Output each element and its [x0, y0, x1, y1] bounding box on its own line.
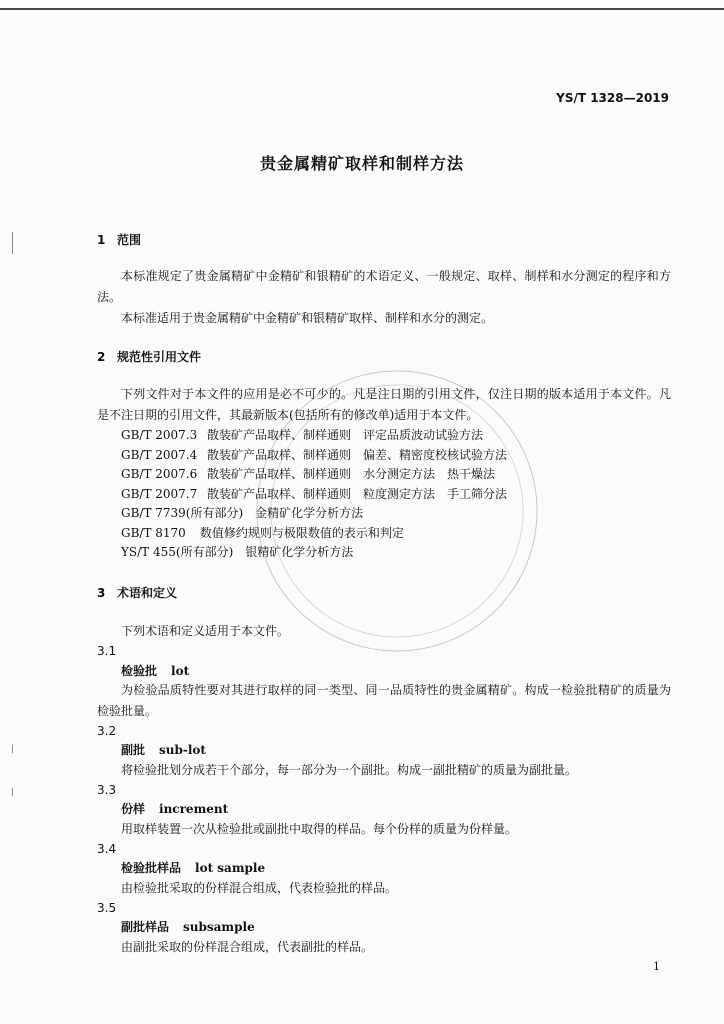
clause-number: 3.3 [97, 783, 117, 797]
reference-item [121, 428, 483, 442]
term-en: subsample [183, 920, 255, 934]
reference-title: 散装矿产品取样、制样通则 评定品质波动试验方法 [207, 428, 484, 442]
term-zh: 检验批 [121, 664, 158, 678]
reference-title: 散装矿产品取样、制样通则 水分测定方法 热干燥法 [207, 467, 496, 481]
scope-paragraph-1: 本标准规定了贵金属精矿中金精矿和银精矿的术语定义、一般规定、取样、制样和水分测定的程序和方法。 [97, 269, 671, 304]
scope-paragraph-2: 本标准适用于贵金属精矿中金精矿和银精矿取样、制样和水分的测定。 [121, 311, 494, 325]
scan-margin-mark [12, 788, 13, 796]
clause-number: 3.1 [97, 644, 117, 658]
term-definition: 由副批采取的份样混合组成，代表副批的样品。 [121, 940, 374, 954]
section-number: 3 [97, 586, 106, 600]
reference-item [121, 526, 404, 540]
term-definition: 为检验品质特性要对其进行取样的同一类型、同一品质特性的贵金属精矿。构成一检验批精矿的质量为检验批量。 [97, 683, 671, 718]
reference-code: YS/T 455(所有部分) [121, 545, 234, 559]
document-title: 贵金属精矿取样和制样方法 [259, 154, 464, 173]
reference-title: 数值修约规则与极限数值的表示和判定 [199, 526, 404, 540]
term-definition: 由检验批采取的份样混合组成，代表检验批的样品。 [121, 881, 398, 895]
term-zh: 副批样品 [121, 920, 170, 934]
reference-code: GB/T 2007.7 [121, 487, 198, 501]
clause-number: 3.2 [97, 724, 117, 738]
scan-margin-mark [12, 745, 13, 753]
section-2-heading [97, 350, 201, 364]
reference-title: 散装矿产品取样、制样通则 偏差、精密度校核试验方法 [207, 448, 508, 462]
term-en: sub-lot [159, 743, 206, 757]
page-number: 1 [653, 960, 660, 973]
term-definition: 将检验批划分成若干个部分，每一部分为一个副批。构成一副批精矿的质量为副批量。 [121, 763, 578, 777]
term-zh: 份样 [121, 802, 146, 816]
term-definition: 用取样装置一次从检验批或副批中取得的样品。每个份样的质量为份样量。 [121, 822, 518, 836]
section-title: 术语和定义 [117, 586, 178, 600]
scan-margin-mark [12, 232, 13, 254]
term-zh: 检验批样品 [121, 861, 182, 875]
refs-intro: 下列文件对于本文件的应用是必不可少的。凡是注日期的引用文件，仅注日期的版本适用于本文件。凡是不注日期的引用文件，其最新版本(包括所有的修改单)适用于本文件。 [97, 387, 671, 422]
section-1-heading [97, 233, 141, 247]
term-heading [121, 920, 255, 934]
clause-number: 3.5 [97, 901, 117, 915]
terms-intro: 下列术语和定义适用于本文件。 [121, 624, 290, 638]
reference-item [121, 467, 495, 481]
reference-title: 银精矿化学分析方法 [245, 545, 354, 559]
standard-number: YS/T 1328—2019 [556, 91, 669, 105]
term-zh: 副批 [121, 743, 146, 757]
reference-code: GB/T 2007.4 [121, 448, 198, 462]
reference-item [121, 487, 507, 501]
reference-item [121, 506, 363, 520]
clause-number: 3.4 [97, 842, 117, 856]
reference-item [121, 545, 353, 559]
reference-title: 散装矿产品取样、制样通则 粒度测定方法 手工筛分法 [207, 487, 508, 501]
section-title: 规范性引用文件 [117, 350, 202, 364]
section-title: 范围 [117, 233, 142, 247]
term-en: increment [159, 802, 229, 816]
top-rule [0, 8, 724, 10]
term-heading [121, 743, 206, 757]
reference-code: GB/T 2007.3 [121, 428, 198, 442]
reference-code: GB/T 7739(所有部分) [121, 506, 244, 520]
reference-code: GB/T 8170 [121, 526, 186, 540]
reference-title: 金精矿化学分析方法 [255, 506, 364, 520]
term-en: lot [171, 664, 190, 678]
term-en: lot sample [195, 861, 266, 875]
section-3-heading [97, 586, 177, 600]
term-heading [121, 802, 228, 816]
term-heading [121, 664, 189, 678]
reference-item [121, 448, 507, 462]
section-number: 1 [97, 233, 106, 247]
section-number: 2 [97, 350, 106, 364]
term-heading [121, 861, 265, 875]
reference-code: GB/T 2007.6 [121, 467, 198, 481]
